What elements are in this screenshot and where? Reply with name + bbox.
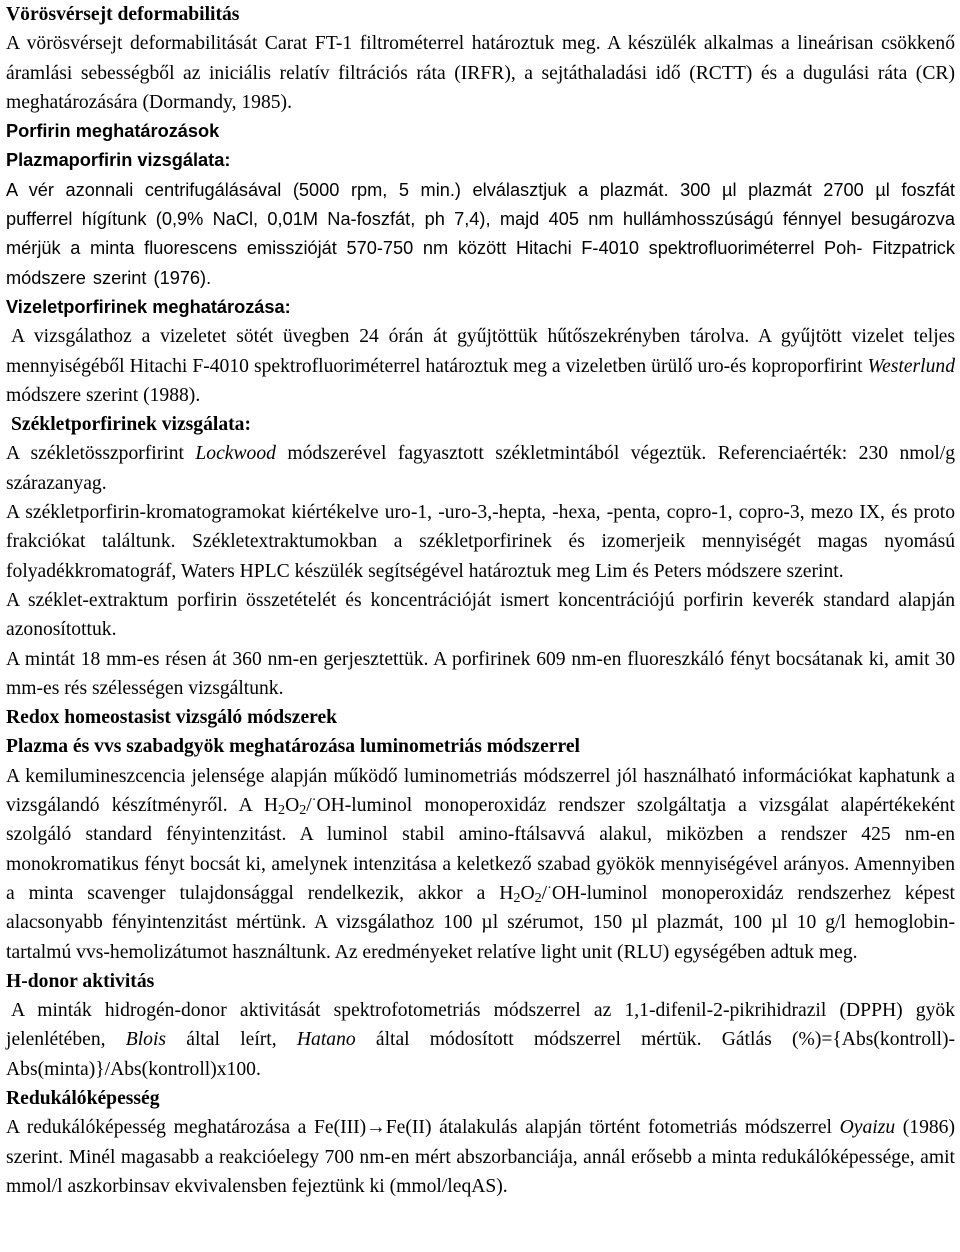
heading-redox: Redox homeostasist vizsgáló módszerek (6, 707, 338, 729)
hdonor-author-2: Hatano (296, 1029, 356, 1051)
reduk-text-1: A redukálóképesség meghatározása a Fe(III)→Fe(II) átalakulás alapján történt fotometriás módszerrel (6, 1117, 840, 1139)
lumi-text-3: -luminol monoperoxidáz rendszerhez képest alacsonyabb fényintenzitást mértünk. A vizsgálathoz 100 µl szérumot, 150 µl plazmát, 100 µl 10 g/l hemoglobin-tartalmú vvs-hemolizátumot használtunk. Az eredményeket relatíve light unit (RLU) egységében adtuk meg. (6, 882, 955, 963)
formula-dot: · (547, 879, 552, 896)
heading-porfirin: Porfirin meghatározások (6, 121, 220, 142)
heading-redukalokepesseg: Redukálóképesség (6, 1087, 160, 1109)
lumi-text-2: -luminol monoperoxidáz rendszer szolgáltatja a vizsgálat alapértékeként szolgáló standard fényintenzitást. A luminol stabil amino-ftálsavvá alakul, miközben a rendszer 425 nm-en monokromatikus fényt bocsát ki, amelynek intenzitása a keletkező szabad gyökök mennyiségével arányos. Amennyiben a minta scavenger tulajdonsággal rendelkezik, akkor a H (6, 795, 955, 904)
heading-luminometria: Plazma és vvs szabadgyök meghatározása luminometriás módszerrel (6, 736, 580, 758)
formula-oh: OH (551, 882, 581, 904)
reduk-author: Oyaizu (839, 1117, 896, 1139)
paragraph-vizeletporfirin (6, 322, 955, 410)
urine-author: Westerlund (867, 355, 955, 377)
paragraph-szeklet-3: A széklet-extraktum porfirin összetételét és koncentrációját ismert koncentrációjú porfirin keverék standard alapján azonosítottuk. (6, 589, 955, 641)
paragraph-h-donor (6, 996, 955, 1084)
formula-sub: 2 (513, 890, 521, 906)
paragraph-luminometria (6, 762, 955, 967)
paragraph-redukalokepesseg (6, 1113, 955, 1201)
stool-author: Lockwood (195, 443, 276, 465)
formula-slash: / (541, 882, 548, 904)
urine-text-1: A vizsgálathoz a vizeletet sötét üvegben 24 órán át gyűjtöttük hűtőszekrényben tárolva. A gyűjtött vizelet teljes mennyiségéből Hitachi F-4010 spektrofluoriméterrel határoztuk meg a vizeletben ürülő uro-és koproporfirint (6, 326, 955, 377)
lumi-text-1: A kemilumineszcencia jelensége alapján működő luminometriás módszerrel jól használható információkat kaphatunk a vizsgálandó készítményről. A H (6, 765, 955, 817)
hdonor-text-1: A minták hidrogén-donor aktivitását spektrofotometriás módszerrel az 1,1-difenil-2-pikrihidrazil (DPPH) gyök jelenlétében, (6, 1000, 955, 1051)
formula-o: O (285, 795, 300, 817)
heading-szekletporfirin: Székletporfirinek vizsgálata: (11, 414, 251, 436)
paragraph-plazmaporfirin: A vér azonnali centrifugálásával (5000 rpm, 5 min.) elválasztjuk a plazmát. 300 µl plazmát 2700 µl foszfát pufferrel hígítunk (0,9% NaCl, 0,01M Na-foszfát, ph 7,4), majd 405 nm hullámhosszúságú fénnyel besugározva mérjük a minta fluorescens emisszióját 570-750 nm között Hitachi F-4010 spektrofluoriméterrel Poh- Fitzpatrick módszere szerint (1976). (6, 179, 955, 288)
heading-plazmaporfirin: Plazmaporfirin vizsgálata: (6, 150, 231, 171)
heading-vizeletporfirin: Vizeletporfirinek meghatározása: (6, 296, 291, 317)
urine-text-2: módszere szerint (1988). (6, 384, 201, 406)
heading-h-donor: H-donor aktivitás (6, 970, 155, 992)
formula-slash: / (306, 795, 312, 817)
formula-sub: 2 (278, 802, 286, 819)
stool-text-b: módszerével fagyasztott székletmintából végeztük. Referenciaérték: 230 nmol/g szárazanyag. (6, 443, 956, 494)
heading-vvs-deformabilitas: Vörösvérsejt deformabilitás (6, 4, 240, 25)
formula-o: O (520, 882, 535, 904)
paragraph-szeklet-2: A székletporfirin-kromatogramokat kiértékelve uro-1, -uro-3,-hepta, -hexa, -penta, copro-1, copro-3, mezo IX, és proto frakciókat találtunk. Székletextraktumokban a székletporfirinek és izomerjeik mennyiségét magas nyomású folyadékkromatográf, Waters HPLC készülék segítségével határoztuk meg Lim és Peters módszere szerint. (6, 502, 955, 582)
hdonor-author-1: Blois (125, 1029, 167, 1051)
paragraph-szeklet-4: A mintát 18 mm-es résen át 360 nm-en gerjesztettük. A porfirinek 609 nm-en fluoreszkáló fényt bocsátanak ki, amit 30 mm-es rés szélességen vizsgáltunk. (6, 648, 955, 699)
formula-oh: OH (316, 795, 345, 817)
reduk-text-2: (1986) szerint. Minél magasabb a reakcióelegy 700 nm-en mért abszorbanciája, annál erősebb a minta redukálóképessége, amit mmol/l aszkorbinsav ekvivalensben fejeztünk ki (mmol/leqAS). (6, 1117, 955, 1197)
formula-sub: 2 (299, 802, 307, 819)
formula-dot: · (311, 791, 317, 808)
hdonor-text-2: által leírt, (166, 1029, 297, 1051)
paragraph-szeklet-1 (6, 439, 955, 498)
formula-sub: 2 (534, 890, 542, 906)
hdonor-text-3: által módosított módszerrel mértük. Gátlás (%)={Abs(kontroll)-Abs(minta)}/Abs(kontroll)x100. (6, 1029, 955, 1080)
stool-text-a: A székletösszporfirint (6, 443, 196, 465)
paragraph-vvs-deformabilitas: A vörösvérsejt deformabilitását Carat FT-1 filtrométerrel határoztuk meg. A készülék alkalmas a lineárisan csökkenő áramlási sebességből az iniciális relatív filtrációs ráta (IRFR), a sejtáthaladási idő (RCTT) és a dugulási ráta (CR) meghatározására (Dormandy, 1985). (6, 33, 955, 113)
